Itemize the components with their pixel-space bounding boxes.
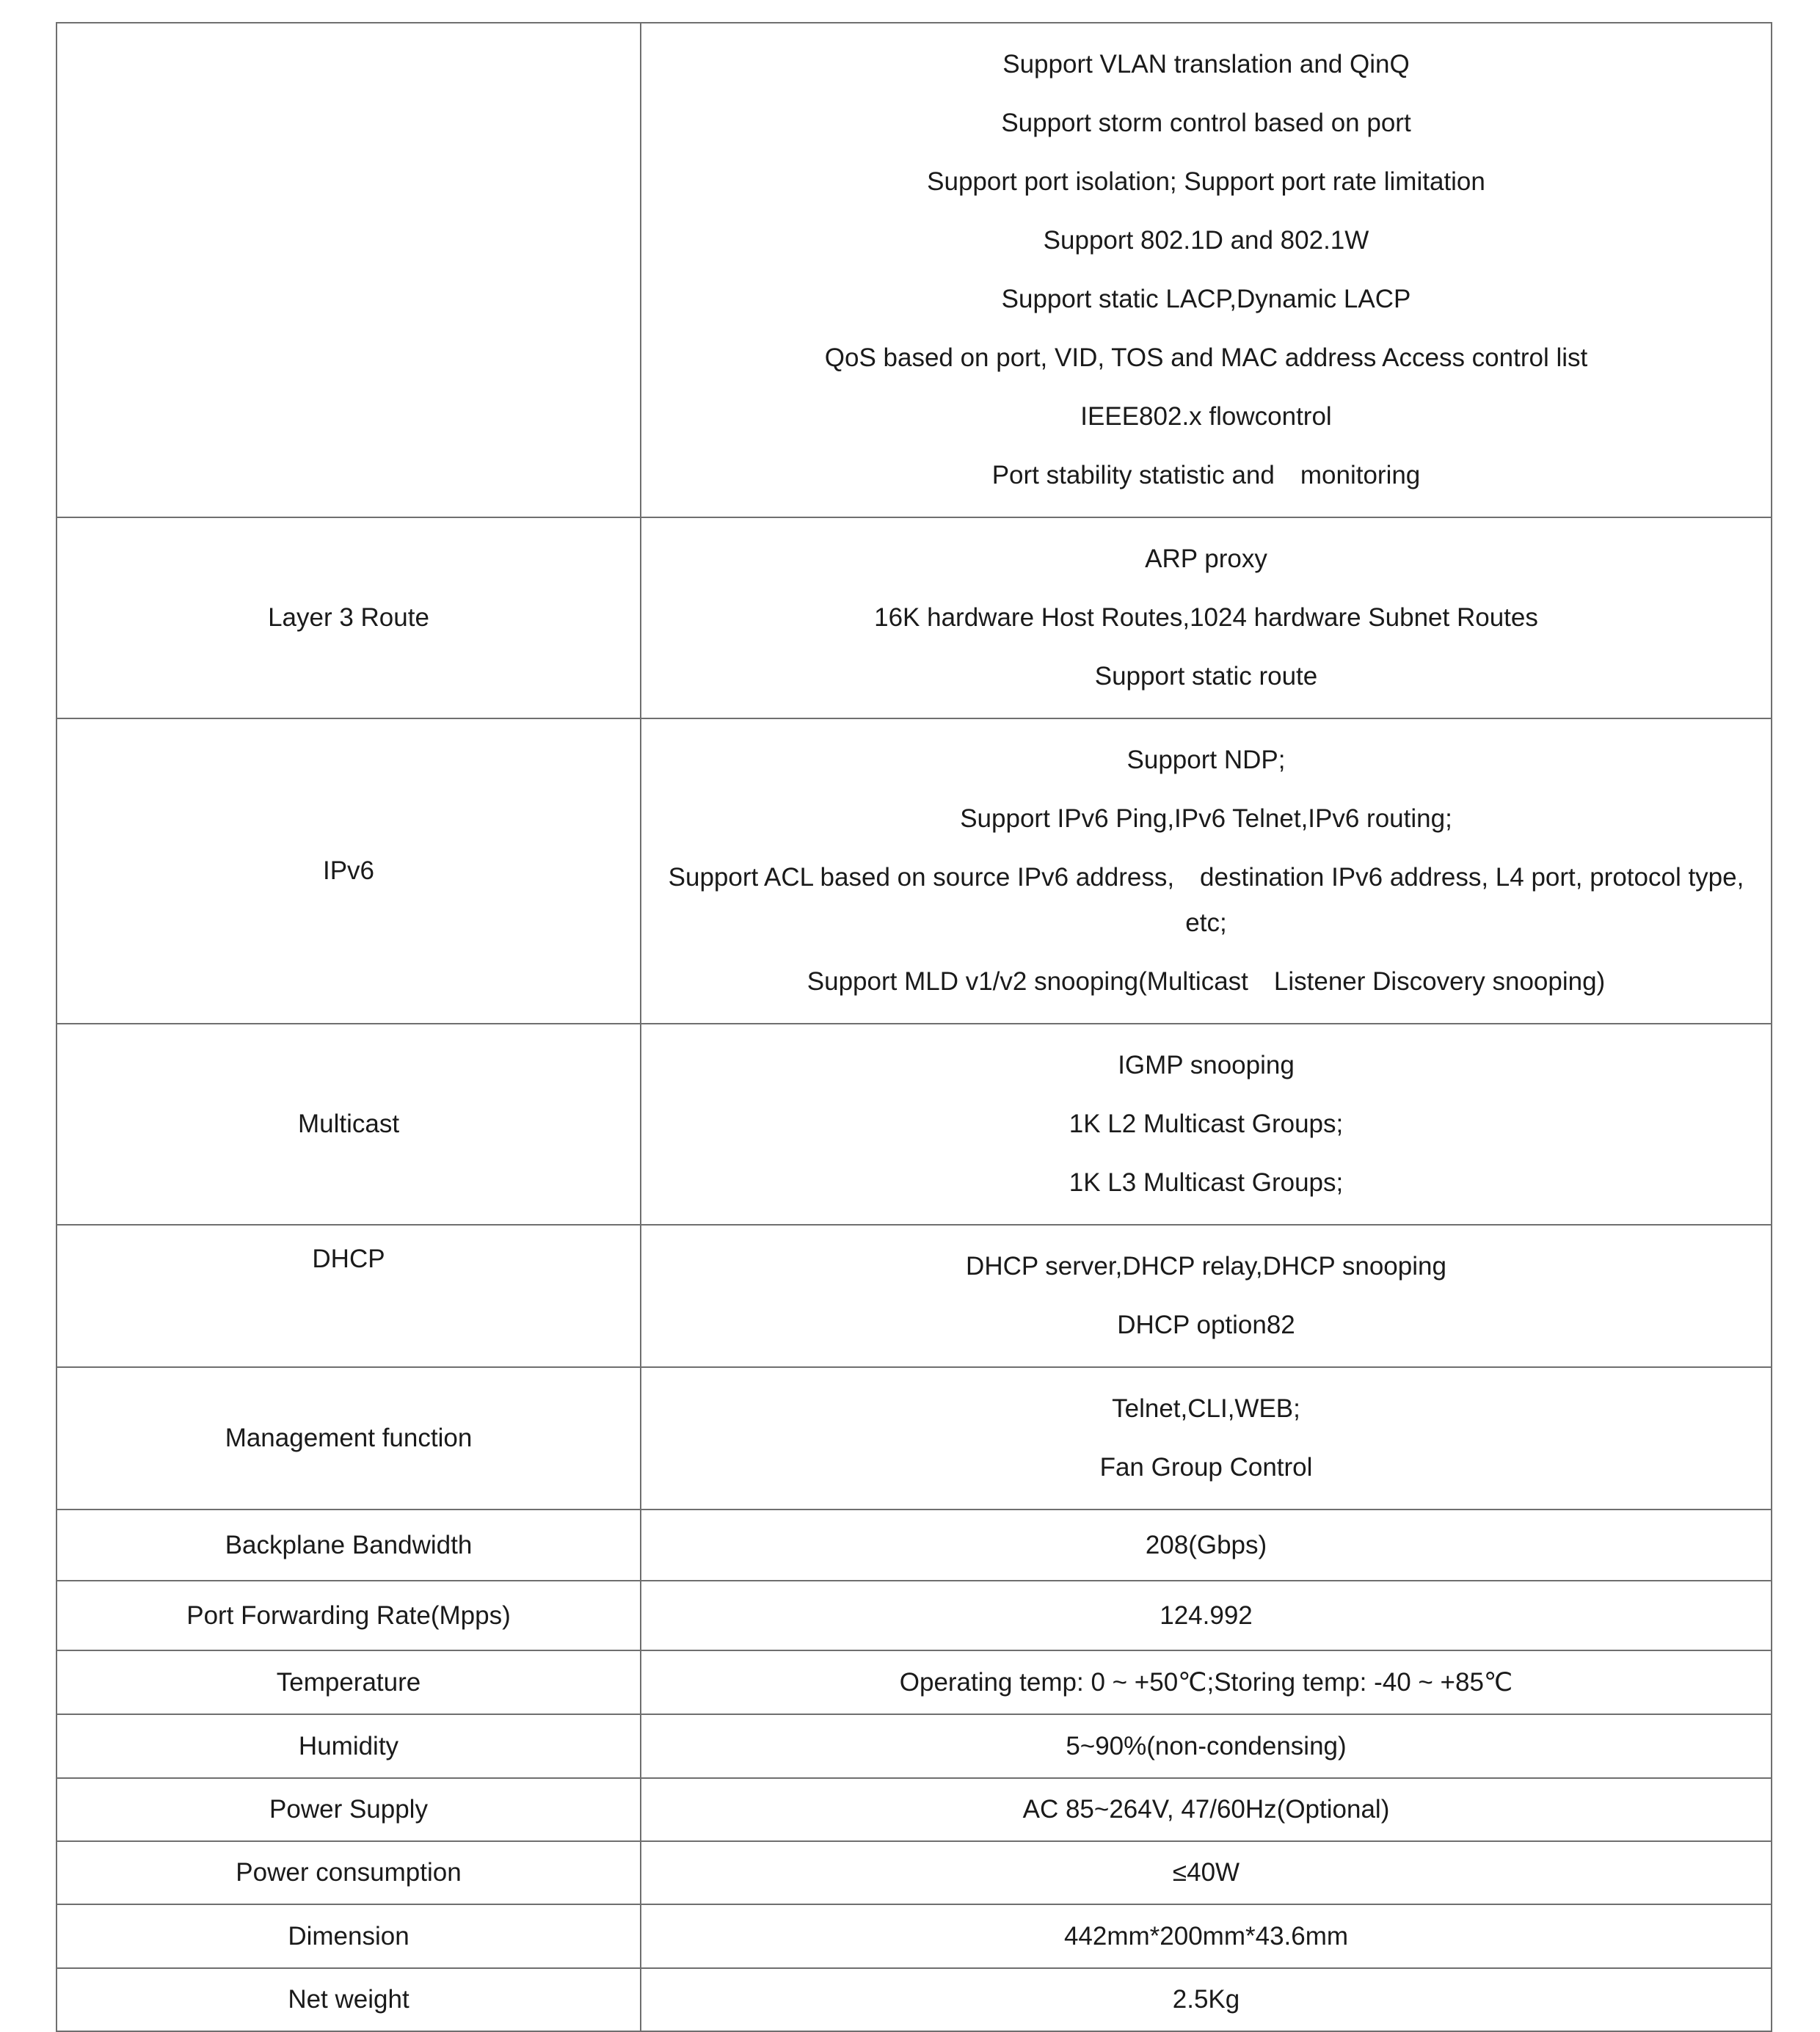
value-line: 1K L3 Multicast Groups; [1069, 1168, 1344, 1197]
row-label: Layer 3 Route [57, 517, 641, 718]
row-label: Port Forwarding Rate(Mpps) [57, 1581, 641, 1650]
value-line: Support static route [1094, 662, 1318, 691]
value-line: QoS based on port, VID, TOS and MAC address Access control list [824, 343, 1588, 372]
value-line: Support storm control based on port [1001, 109, 1411, 137]
row-label: Multicast [57, 1024, 641, 1225]
value-line: 16K hardware Host Routes,1024 hardware Subnet Routes [874, 603, 1538, 632]
value-line: DHCP server,DHCP relay,DHCP snooping [966, 1252, 1446, 1281]
value-line: Support IPv6 Ping,IPv6 Telnet,IPv6 routing; [960, 804, 1452, 833]
row-label: Power consumption [57, 1841, 641, 1904]
row-label: Management function [57, 1367, 641, 1510]
table-row [57, 718, 1772, 1024]
value-line: Port stability statistic and monitoring [991, 461, 1421, 489]
value-line: DHCP option82 [1117, 1311, 1295, 1339]
value-line: IGMP snooping [1118, 1051, 1295, 1079]
table-row [57, 1510, 1772, 1581]
row-value [641, 517, 1772, 718]
row-label: Temperature [57, 1650, 641, 1714]
row-value: Operating temp: 0 ~ +50℃;Storing temp: -40 ~ +85℃ [641, 1650, 1772, 1714]
row-value: 208(Gbps) [641, 1510, 1772, 1581]
row-value: 124.992 [641, 1581, 1772, 1650]
table-row [57, 23, 1772, 517]
table-row [57, 1367, 1772, 1510]
row-value [641, 23, 1772, 517]
row-label: Backplane Bandwidth [57, 1510, 641, 1581]
row-value: ≤40W [641, 1841, 1772, 1904]
table-row [57, 1714, 1772, 1778]
value-line: Support static LACP,Dynamic LACP [1001, 285, 1411, 313]
row-label: Dimension [57, 1904, 641, 1968]
value-line: Support NDP; [1126, 746, 1286, 774]
table-row [57, 1650, 1772, 1714]
row-value [641, 718, 1772, 1024]
value-line: Fan Group Control [1099, 1453, 1313, 1482]
table-row [57, 517, 1772, 718]
table-row [57, 1581, 1772, 1650]
table-row [57, 1904, 1772, 1968]
table-row [57, 1841, 1772, 1904]
table-row [57, 1968, 1772, 2031]
table-row [57, 1024, 1772, 1225]
value-line: Support port isolation; Support port rate limitation [927, 167, 1485, 196]
row-label: DHCP [57, 1225, 641, 1367]
value-line: 1K L2 Multicast Groups; [1069, 1110, 1344, 1138]
row-label: Humidity [57, 1714, 641, 1778]
row-value: 2.5Kg [641, 1968, 1772, 2031]
value-line: Support 802.1D and 802.1W [1043, 226, 1369, 255]
value-line: Telnet,CLI,WEB; [1112, 1394, 1300, 1423]
row-label [57, 23, 641, 517]
row-label: IPv6 [57, 718, 641, 1024]
row-value: AC 85~264V, 47/60Hz(Optional) [641, 1778, 1772, 1841]
value-line: Support MLD v1/v2 snooping(Multicast Listener Discovery snooping) [807, 967, 1606, 996]
row-value [641, 1367, 1772, 1510]
table-row [57, 1225, 1772, 1367]
spec-table [56, 22, 1772, 2032]
value-line: Support ACL based on source IPv6 address, destination IPv6 address, L4 port, protocol type, etc; [668, 863, 1752, 937]
row-label: Power Supply [57, 1778, 641, 1841]
row-label: Net weight [57, 1968, 641, 2031]
value-line: Support VLAN translation and QinQ [1002, 50, 1410, 79]
value-line: IEEE802.x flowcontrol [1080, 402, 1332, 431]
row-value: 5~90%(non-condensing) [641, 1714, 1772, 1778]
row-value: 442mm*200mm*43.6mm [641, 1904, 1772, 1968]
row-value [641, 1024, 1772, 1225]
row-value [641, 1225, 1772, 1367]
table-row [57, 1778, 1772, 1841]
value-line: ARP proxy [1145, 545, 1267, 573]
